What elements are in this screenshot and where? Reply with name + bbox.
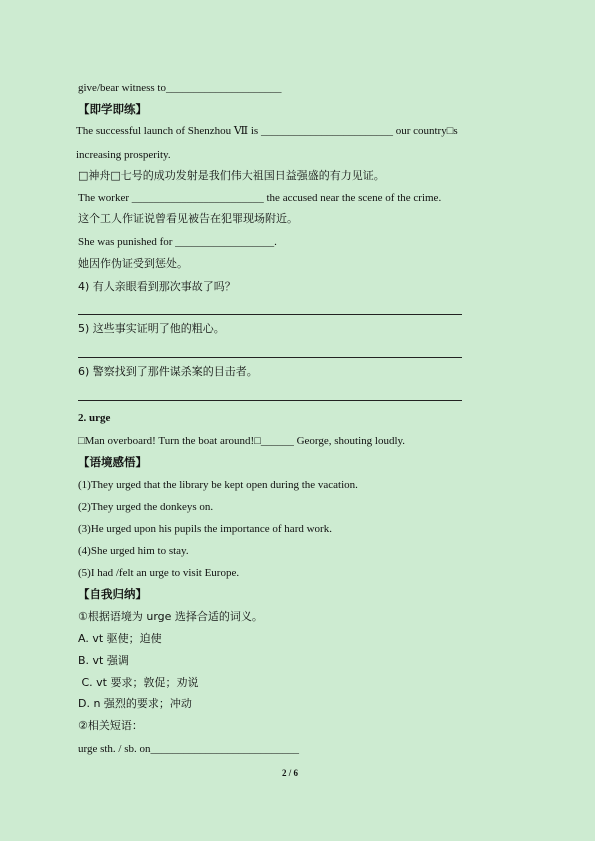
question-6: 6) 警察找到了那件谋杀案的目击者。	[78, 365, 258, 378]
urge-example-sentence: □Man overboard! Turn the boat around!□______ George, shouting loudly.	[78, 435, 406, 447]
exercise-sentence-1: The successful launch of Shenzhou Ⅶ is ________________________ our country□s	[76, 125, 458, 137]
section-heading-practice: 【即学即练】	[78, 102, 147, 116]
exercise-sentence-3: She was punished for __________________.	[78, 236, 277, 248]
meaning-option-c: C. vt 要求；敦促；劝说	[78, 676, 199, 689]
meaning-option-d: D. n 强烈的要求；冲动	[78, 697, 192, 710]
page-number: 2 / 6	[282, 768, 299, 778]
phrase-give-witness: give/bear witness to_____________________	[78, 82, 282, 94]
context-sentence-5: (5)I had /felt an urge to visit Europe.	[78, 567, 240, 579]
phrase-urge-on: urge sth. / sb. on___________________________	[78, 743, 300, 755]
question-5: 5) 这些事实证明了他的粗心。	[78, 322, 225, 335]
answer-line-6	[78, 400, 462, 401]
summary-instruction: ①根据语境为 urge 选择合适的词义。	[78, 610, 263, 623]
section-title-urge: 2. urge	[78, 412, 111, 424]
context-sentence-3: (3)He urged upon his pupils the importance of hard work.	[78, 523, 332, 535]
related-phrases-label: ②相关短语：	[78, 719, 143, 732]
context-sentence-1: (1)They urged that the library be kept open during the vacation.	[78, 479, 358, 491]
translation-1: □神舟□七号的成功发射是我们伟大祖国日益强盛的有力见证。	[78, 169, 385, 182]
meaning-option-a: A. vt 驱使；迫使	[78, 632, 162, 645]
translation-2: 这个工人作证说曾看见被告在犯罪现场附近。	[78, 212, 298, 225]
translation-3: 她因作伪证受到惩处。	[78, 257, 188, 270]
answer-line-4	[78, 314, 462, 315]
question-4: 4) 有人亲眼看到那次事故了吗？	[78, 280, 236, 293]
context-sentence-4: (4)She urged him to stay.	[78, 545, 189, 557]
section-heading-context: 【语境感悟】	[78, 455, 147, 469]
exercise-sentence-2: The worker ________________________ the accused near the scene of the crime.	[78, 192, 442, 204]
section-heading-summary: 【自我归纳】	[78, 587, 147, 601]
context-sentence-2: (2)They urged the donkeys on.	[78, 501, 214, 513]
answer-line-5	[78, 357, 462, 358]
meaning-option-b: B. vt 强调	[78, 654, 129, 667]
exercise-sentence-1-cont: increasing prosperity.	[76, 149, 171, 161]
